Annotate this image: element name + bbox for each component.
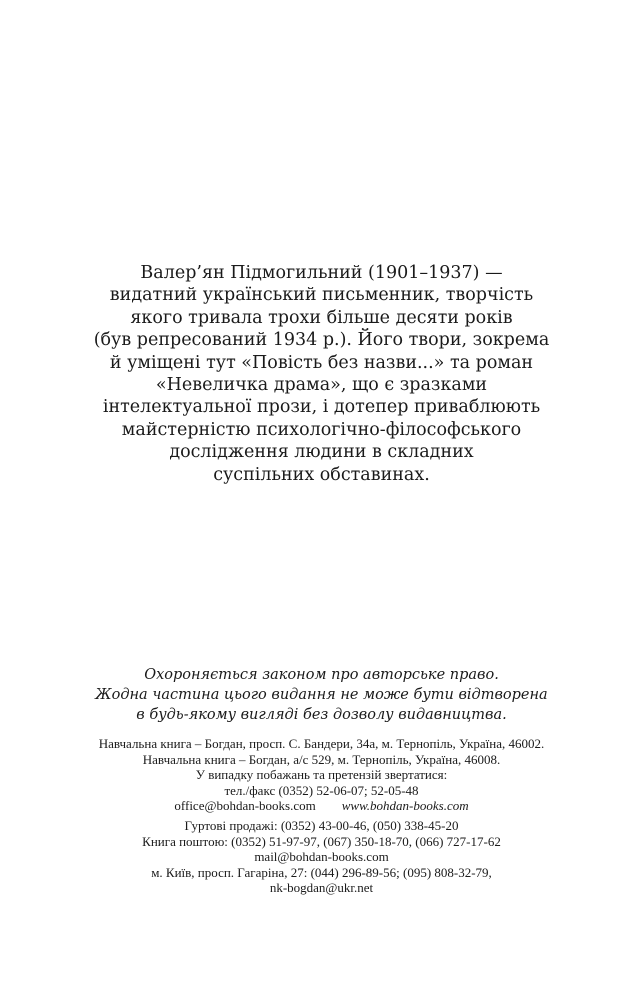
- office-email-link[interactable]: office@bohdan-books.com: [174, 798, 316, 814]
- publisher-po-box: Навчальна книга – Богдан, а/с 529, м. Тернопіль, Україна, 46008.: [142, 751, 501, 767]
- annotation-line: (був репресований 1934 р.). Його твори, зокрема: [93, 330, 550, 351]
- copyright-line: Охороняється законом про авторське право.: [144, 667, 499, 683]
- mail-order-email-link[interactable]: mail@bohdan-books.com: [254, 849, 389, 865]
- kyiv-email-link[interactable]: nk-bogdan@ukr.net: [269, 880, 374, 896]
- annotation-line: дослідження людини в складних: [169, 442, 474, 463]
- annotation-line: й уміщені тут «Повість без назви...» та роман: [109, 352, 534, 373]
- annotation-line: Валер’ян Підмогильний (1901–1937) —: [140, 263, 503, 283]
- annotation-line: якого тривала трохи більше десяти років: [130, 307, 513, 328]
- copyright-line: Жодна частина цього видання не може бути відтворена: [95, 687, 548, 703]
- annotation-line: суспільних обставинах.: [213, 464, 430, 485]
- annotation-line: інтелектуальної прози, і дотепер приваблюють: [102, 397, 541, 418]
- feedback-note: У випадку побажань та претензій звертатися:: [195, 767, 448, 783]
- annotation-line: видатний український письменник, творчість: [109, 285, 534, 306]
- copyright-line: в будь-якому вигляді без дозволу видавництва.: [136, 707, 507, 723]
- mail-order-phones: Книга поштою: (0352) 51-97-97, (067) 350-18-70, (066) 727-17-62: [142, 833, 501, 849]
- wholesale-phones: Гуртові продажі: (0352) 43-00-46, (050) 338-45-20: [184, 817, 459, 833]
- annotation-line: майстерністю психологічно-філософського: [121, 419, 522, 440]
- website-link[interactable]: www.bohdan-books.com: [341, 798, 469, 814]
- copyright-notice: [0, 665, 643, 725]
- kyiv-office-address: м. Київ, просп. Гагаріна, 27: (044) 296-89-56; (095) 808-32-79,: [151, 864, 492, 880]
- phone-fax: тел./факс (0352) 52-06-07; 52-05-48: [224, 782, 419, 798]
- annotation-line: «Невеличка драма», що є зразками: [155, 375, 488, 396]
- contact-row: [0, 798, 643, 814]
- publisher-imprint: [0, 736, 643, 896]
- publisher-address: Навчальна книга – Богдан, просп. С. Бандери, 34а, м. Тернопіль, Україна, 46002.: [98, 736, 545, 751]
- book-annotation: [0, 262, 643, 486]
